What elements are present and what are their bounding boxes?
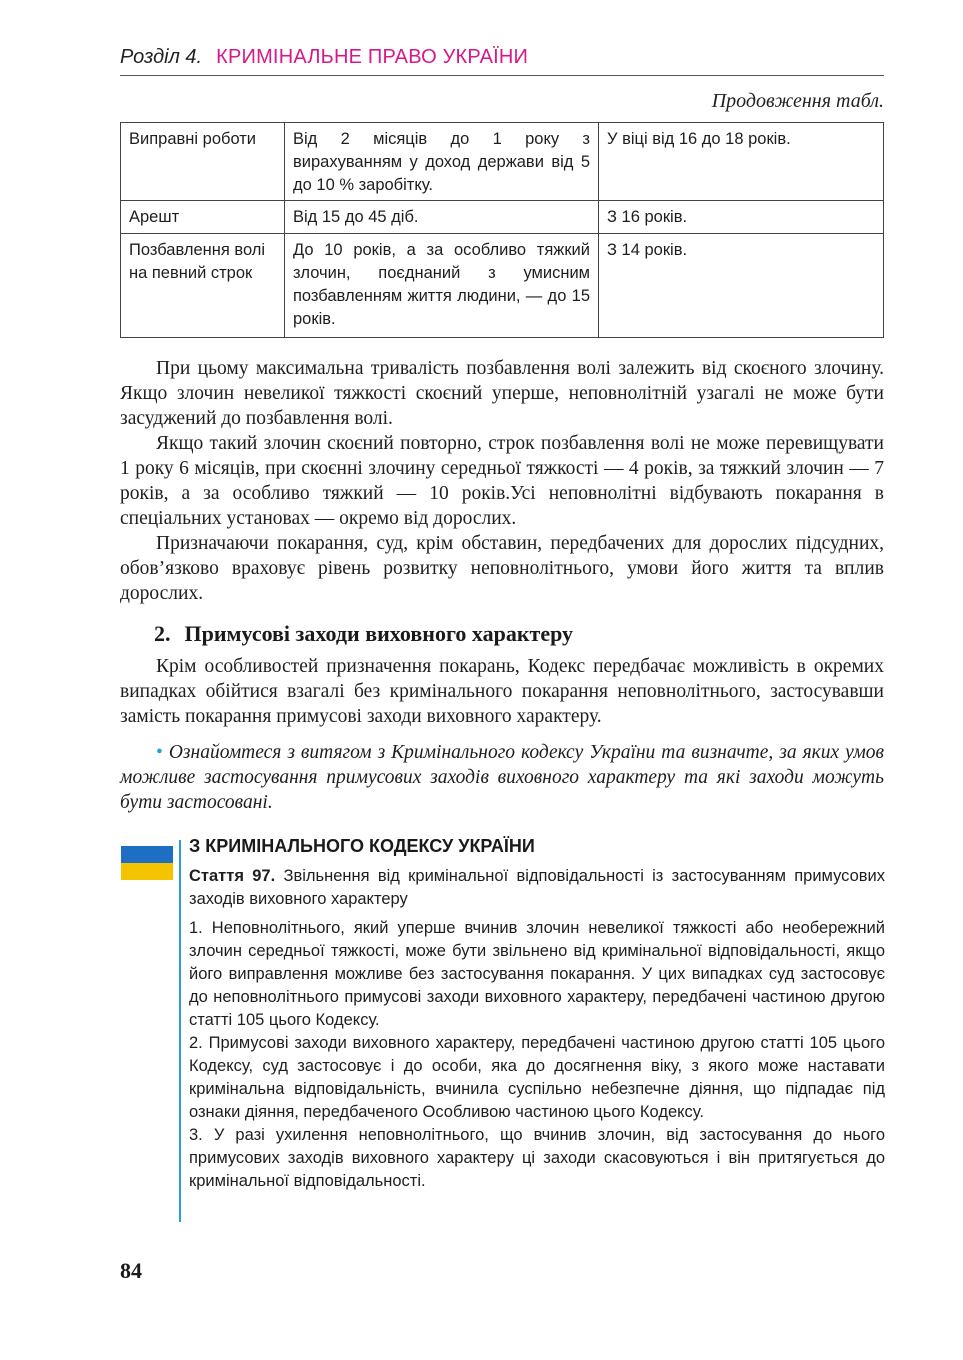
section-label: Розділ 4.: [120, 46, 203, 68]
table-cell-age: З 16 років.: [599, 201, 884, 234]
ukraine-flag-icon: [121, 846, 173, 880]
table-cell-age: З 14 років.: [599, 234, 884, 338]
page-number: 84: [120, 1258, 142, 1283]
section-heading: [154, 621, 573, 647]
table-cell-term: До 10 років, а за особливо тяжкий злочин, поєднаний з умисним позбавленням життя людини, — до 15 років.: [285, 234, 599, 338]
paragraph: Якщо такий злочин скоєний повторно, строк позбавлення волі не може перевищувати 1 року 6 місяців, при скоєнні злочину середньої тяжкості — 4 років, за тяжкий злочин — 7 років, а за особливо тяжкий — 10 років.Усі неповнолітні відбувають покарання в спеціальних установах — окремо від дорослих.: [120, 433, 884, 529]
section-number: 2.: [154, 621, 171, 646]
paragraph: При цьому максимальна тривалість позбавлення волі залежить від скоєного злочину. Якщо злочин невеликої тяжкості скоєний уперше, неповнолітній узагалі не може бути засуджений до позбавлення волі.: [120, 358, 884, 429]
table-row: [121, 201, 884, 234]
table-cell-term: Від 2 місяців до 1 року з вирахуванням у доход держави від 5 до 10 % заробітку.: [285, 123, 599, 201]
table-cell-type: Позбавлення волі на певний строк: [121, 234, 285, 338]
table-cell-type: Виправні роботи: [121, 123, 285, 201]
table-row: [121, 123, 884, 201]
paragraph: Призначаючи покарання, суд, крім обставин, передбачених для дорослих підсудних, обов’язково враховує рівень розвитку неповнолітнього, умови його життя та вплив дорослих.: [120, 533, 884, 604]
table-row: [121, 234, 884, 338]
table-cell-type: Арешт: [121, 201, 285, 234]
running-header: [120, 46, 884, 76]
task-text: Ознайомтеся з витягом з Кримінального кодексу України та визначте, за яких умов можливе застосування примусових заходів виховного характеру та які заходи можуть бути застосовані.: [120, 742, 884, 813]
table-cell-age: У віці від 16 до 18 років.: [599, 123, 884, 201]
article-title: Звільнення від кримінальної відповідальності із застосуванням примусових заходів виховного характеру: [189, 867, 885, 908]
task-prompt: [120, 740, 884, 815]
article-paragraph: 3. У разі ухилення неповнолітнього, що вчинив злочин, від застосування до нього примусових заходів виховного характеру ці заходи скасовуються і він притягується до кримінальної відповідальності.: [189, 1126, 885, 1190]
article-paragraph: 2. Примусові заходи виховного характеру, передбачені частиною другою статті 105 цього Кодексу, суд застосовує і до особи, яка до досягнення віку, з якого може наставати кримінальна відповідальність, вчинила суспільно небезпечне діяння, що підпадає під ознаки діяння, передбаченого Особливою частиною цього Кодексу.: [189, 1034, 885, 1121]
section-intro: [120, 654, 884, 729]
code-extract-title: З КРИМІНАЛЬНОГО КОДЕКСУ УКРАЇНИ: [189, 836, 535, 856]
sanctions-table: [120, 122, 884, 338]
chapter-title: КРИМІНАЛЬНЕ ПРАВО УКРАЇНИ: [216, 46, 529, 68]
code-extract-box: [179, 836, 885, 1222]
body-paragraphs: [120, 356, 884, 606]
section-title: Примусові заходи виховного характеру: [184, 621, 574, 646]
table-continued-label: Продовження табл.: [711, 90, 884, 112]
table-cell-term: Від 15 до 45 діб.: [285, 201, 599, 234]
article-paragraph: 1. Неповнолітнього, який уперше вчинив злочин невеликої тяжкості або необережний злочин середньої тяжкості, може бути звільнено від кримінальної відповідальності, якщо його виправлення можливе без застосування покарання. У цих випадках суд застосовує до неповнолітнього примусові заходи виховного характеру, передбачені частиною другою статті 105 цього Кодексу.: [189, 919, 885, 1029]
article-heading: [189, 865, 885, 911]
paragraph: Крім особливостей призначення покарань, Кодекс передбачає можливість в окремих випадках обійтися взагалі без кримінального покарання неповнолітнього, застосувавши замість покарання примусові заходи виховного характеру.: [120, 656, 884, 727]
bullet-icon: •: [156, 742, 163, 763]
article-label: Стаття 97.: [189, 867, 276, 885]
